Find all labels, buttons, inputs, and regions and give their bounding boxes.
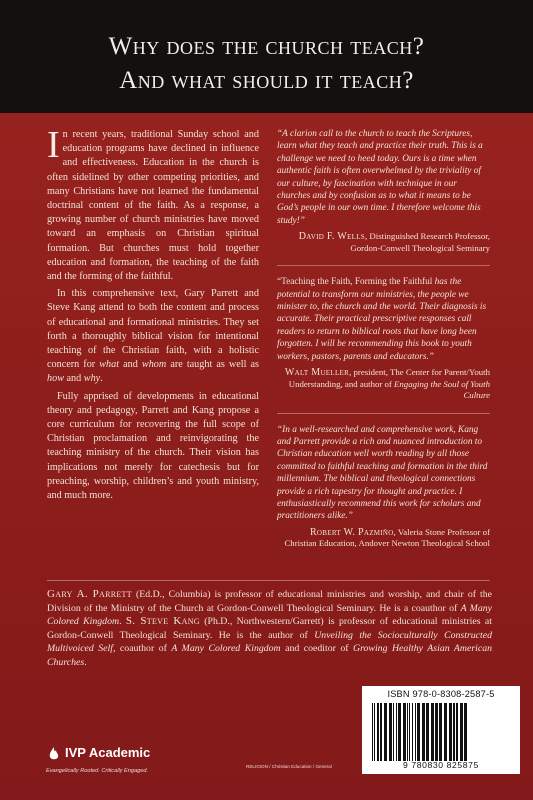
endorser-affiliation: , Valeria Stone Professor of Christian Education, Andover Newton Theological School <box>284 526 490 549</box>
author-name-parrett: Gary A. Parrett <box>47 588 132 600</box>
headline-line-1: Why does the church teach? <box>108 33 425 60</box>
description-column <box>47 124 259 506</box>
bio-text: . <box>84 656 87 668</box>
divider <box>277 413 490 414</box>
bio-text: and coeditor of <box>280 643 353 655</box>
emphasis-what: what <box>99 359 120 371</box>
bio-book-title: Growing Healthy Asian American Churches <box>47 643 493 668</box>
emphasis-how: how <box>47 373 64 385</box>
description-p2-and: and <box>119 359 142 371</box>
endorsement-pazmino <box>277 424 490 550</box>
description-p1-text: n recent years, traditional Sunday school and education programs have declined in influence and effectiveness. Education in the church is often sidelined by other competing priorities, and many Christians have not learned the fundamental doctrinal content of the faith. As a response, a growing number of church ministries have moved toward an emphasis on Christian spiritual formation. But churches must hold together education and formation, the teaching of the faith and the forming of the faithful. <box>47 129 259 283</box>
author-name-kang: S. Steve Kang <box>125 615 200 628</box>
drop-cap: I <box>47 124 60 166</box>
description-p2-and-2: and <box>63 373 84 385</box>
endorsement-mueller <box>277 276 490 401</box>
headline-line-2: And what should it teach? <box>119 67 414 94</box>
endorsement-quote <box>277 276 490 363</box>
bio-text: (Ph.D., Northwestern/Garrett) is professor of educational ministries at Gordon-Conwell Theological Seminary. He is the author of <box>47 616 492 641</box>
description-p2-end: . <box>100 373 103 385</box>
barcode <box>370 703 512 761</box>
endorsements-column <box>277 128 490 550</box>
isbn-barcode-box <box>362 686 520 774</box>
emphasis-whom: whom <box>141 359 167 371</box>
description-p2-taught: are taught as well as <box>166 359 259 371</box>
description-paragraph-3: Fully apprised of developments in educational theory and pedagogy, Parrett and Kang propose a core curriculum for recovering the full scope of Christian proclamation and reinvigorating the teaching ministry of the church. Their vision has implications not merely for catechesis but for preaching, worship, children’s and youth ministry, and much more. <box>47 390 259 502</box>
endorsement-quote-text: has the potential to transform our ministries, the people we minister to, the church and the world. Their diagnosis is accurate. Their practical prescriptive responses call readers to return to biblical roots that have long been forgotten. I will be recommending this book to youth workers, pastors, parents and educators.” <box>277 277 487 362</box>
description-p2-text: In this comprehensive text, Gary Parrett and Steve Kang attend to both the content and process of educational and formational ministries. They set forth a thoroughly biblical vision for intentional teaching of the Christian faith, with a holistic concern for <box>47 288 259 371</box>
endorser-affiliation: , Distinguished Research Professor, Gordon-Conwell Theological Seminary <box>350 231 490 253</box>
endorser-book: Engaging the Soul of Youth Culture <box>394 378 490 401</box>
endorsement-quote: “In a well-researched and comprehensive work, Kang and Parrett provide a rich and nuanced introduction to Christian education well worth reading by all those committed to faithful teaching and formation in the third millennium. The biblical and theological connections provide a rich tapestry for thought and practice. I enthusiastically recommend this work for scholars and practitioners alike.” <box>277 424 488 522</box>
endorsement-attribution <box>277 527 490 550</box>
description-paragraph-1 <box>47 124 259 284</box>
bio-text: (Ed.D., Columbia) is professor of educational ministries and worship, and chair of the Division of the Ministry of the Church at Gordon-Conwell Theological Seminary. He is a coauthor of <box>47 589 492 614</box>
barcode-digits: 9 780830 825875 <box>403 760 479 770</box>
description-paragraph-2 <box>47 287 259 386</box>
endorsement-quote: “A clarion call to the church to teach the Scriptures, learn what they teach and practice their truth. This is a challenge we need to heed today. Ours is a time when authentic faith is often overwhelmed by the triviality of our culture, by fascination with technique in our churches and by confusion as to what it means to be God’s people in our own time. I therefore welcome this study!” <box>277 129 483 226</box>
bio-book-title: Unveiling the Socioculturally Constructed Multivoiced Self <box>47 629 492 655</box>
bio-text: . <box>119 616 126 628</box>
publisher-name: IVP Academic <box>65 745 151 760</box>
publisher-tagline: Evangelically Rooted. Critically Engaged. <box>46 768 148 774</box>
emphasis-why: why <box>83 373 101 385</box>
headline <box>0 30 533 98</box>
endorsement-wells <box>277 128 490 254</box>
endorser-name: David F. Wells <box>298 231 366 243</box>
book-title-reference: “Teaching the Faith, Forming the Faithful <box>277 277 435 288</box>
bisac-category: RELIGION / Christian Education / General <box>246 764 332 769</box>
endorser-affiliation: , president, The Center for Parent/Youth Understanding, and author of <box>288 367 490 389</box>
bio-divider <box>47 580 490 581</box>
bio-book-title: A Many Colored Kingdom <box>171 643 281 655</box>
bio-book-title: A Many Colored Kingdom <box>47 602 492 628</box>
author-bios <box>47 588 492 670</box>
publisher-logo <box>46 744 176 784</box>
endorser-name: Walt Mueller <box>284 367 350 379</box>
endorser-name: Robert W. Pazmiño <box>309 526 394 538</box>
ivp-flame-icon <box>46 746 62 762</box>
bio-text: , coauthor of <box>112 643 172 655</box>
isbn-label: ISBN 978-0-8308-2587-5 <box>387 689 495 699</box>
endorsement-attribution <box>277 367 490 402</box>
divider <box>277 265 490 266</box>
endorsement-attribution <box>277 231 490 254</box>
